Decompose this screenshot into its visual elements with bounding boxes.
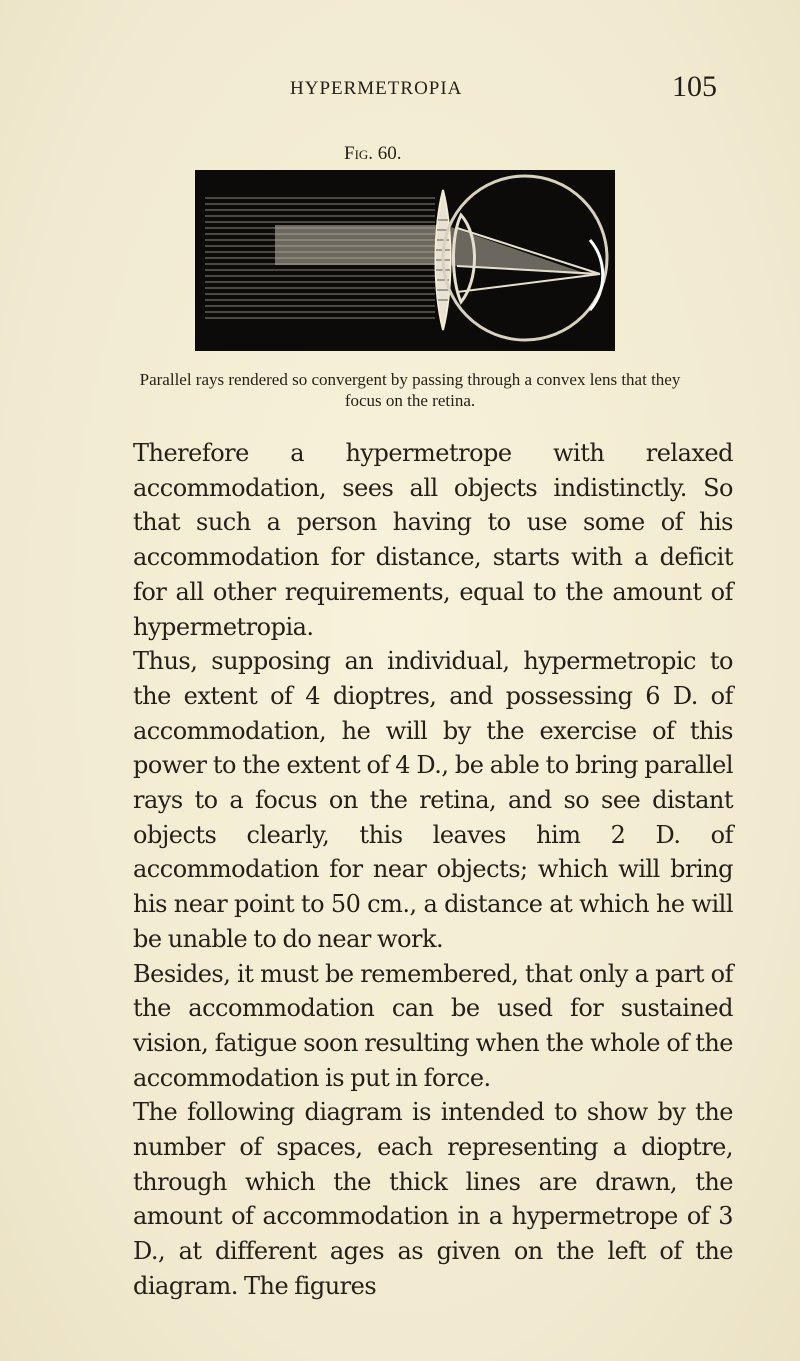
figure-label: Fig. 60. (344, 143, 402, 164)
paragraph: Thus, supposing an individual, hypermetropic to the extent of 4 dioptres, and possessing 6 D. of accommodation, he will by the exercise of this power to the extent of 4 D., be able to bring parallel rays to a focus on the retina, and so see distant objects clearly, this leaves him 2 D. of accommodation for near objects; which will bring his near point to 50 cm., a distance at which he will be unable to do near work. (133, 647, 733, 953)
paragraph: Besides, it must be remembered, that only a part of the accommodation can be used for sustained vision, fatigue soon resulting when the whole of the accommodation is put in force. (133, 959, 733, 1092)
paragraph: The following diagram is intended to show by the number of spaces, each representing a dioptre, through which the thick lines are drawn, the amount of accommodation in a hypermetrope of 3 D., at different ages as given on the left of the diagram. The figures (133, 1098, 733, 1300)
convex-lens-figure (195, 170, 615, 351)
figure-caption: Parallel rays rendered so convergent by passing through a convex lens that they focus on the retina. (139, 370, 681, 410)
running-head: HYPERMETROPIA (290, 78, 463, 99)
paragraph: Therefore a hypermetrope with relaxed accommodation, sees all objects indistinctly. So that such a person having to use some of his accommodation for distance, starts with a deficit for all other requirements, equal to the amount of hypermetropia. (133, 439, 733, 641)
body-text (133, 436, 733, 1304)
page-number: 105 (672, 70, 717, 103)
